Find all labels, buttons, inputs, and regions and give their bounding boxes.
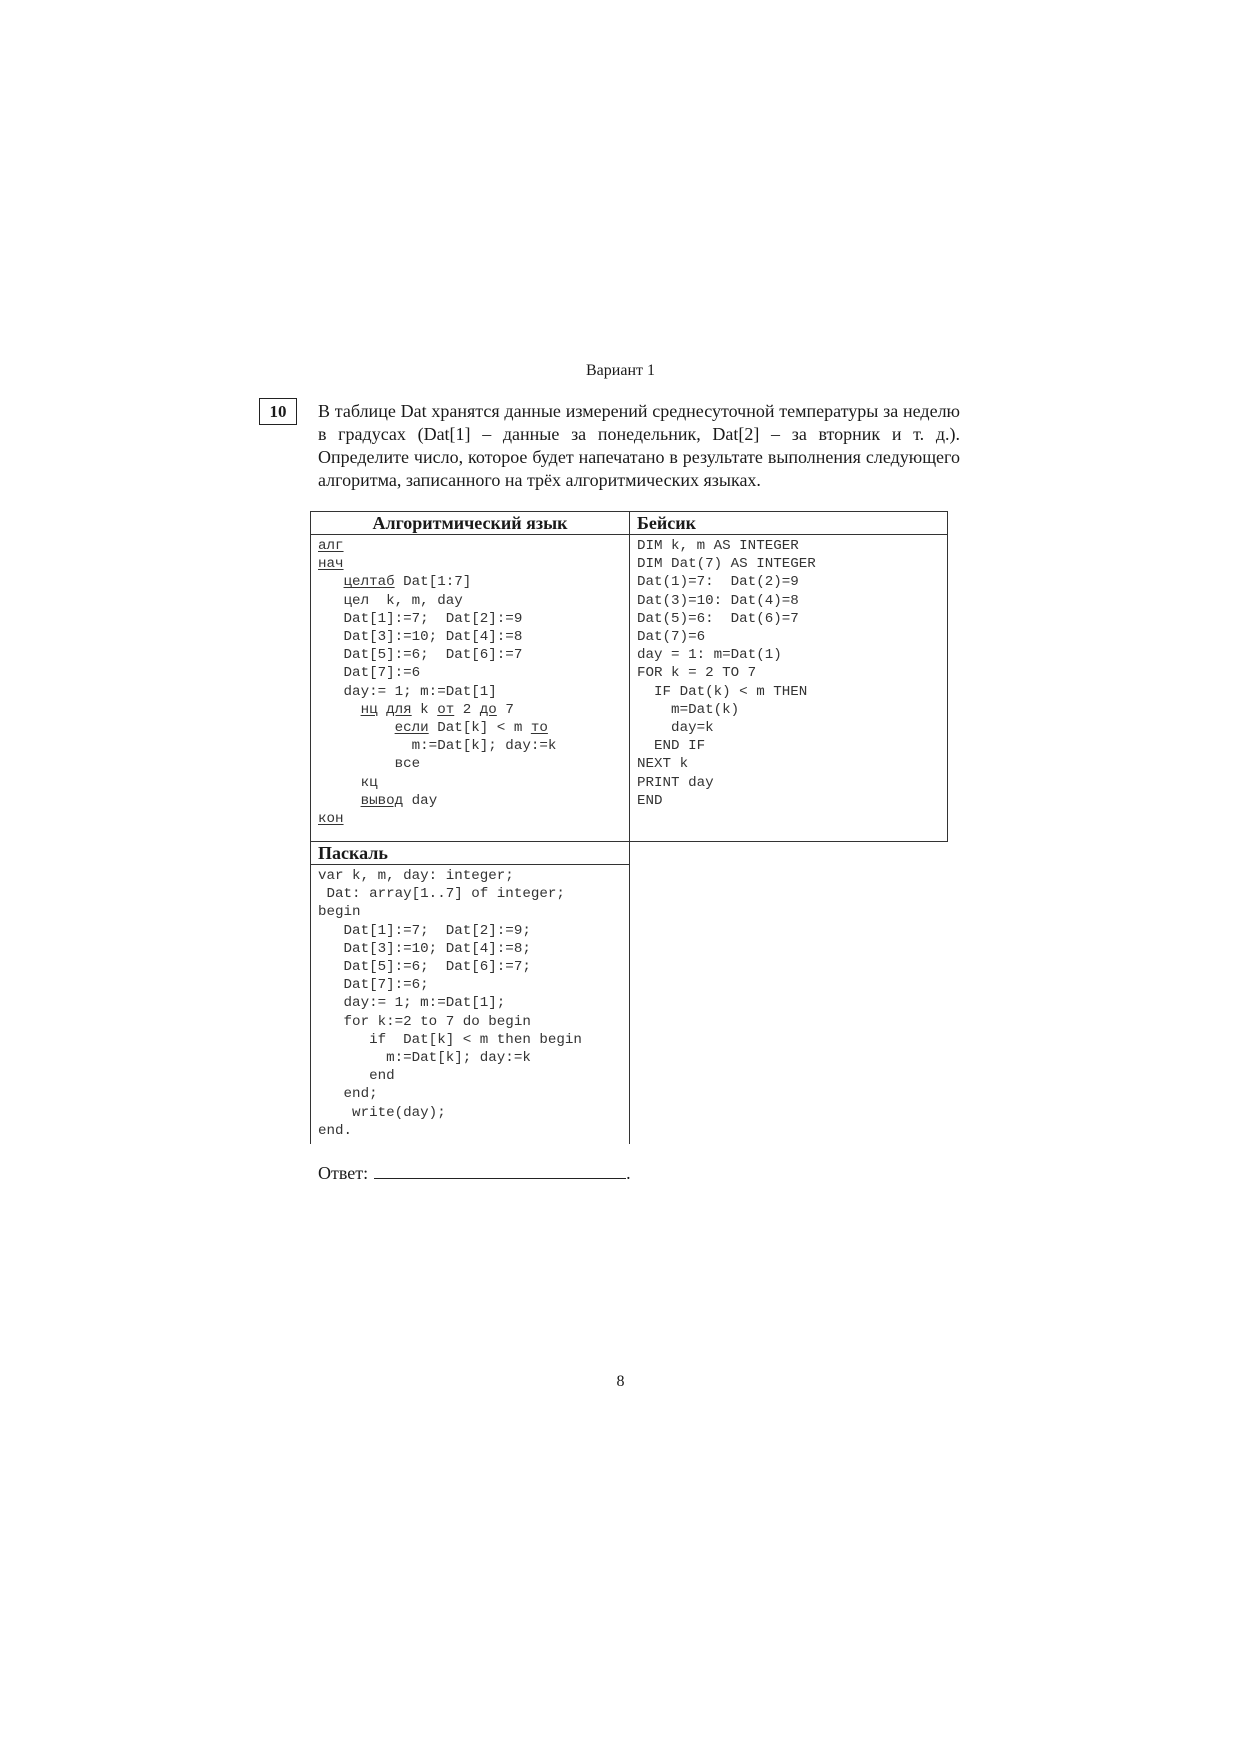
algo-text xyxy=(318,574,344,590)
algo-code-line xyxy=(318,538,344,554)
empty-cell xyxy=(630,865,948,1145)
algo-code-line xyxy=(318,793,437,809)
algo-text xyxy=(318,702,361,718)
algo-keyword: до xyxy=(479,701,497,718)
algo-text xyxy=(378,702,387,718)
algo-keyword: нач xyxy=(318,556,344,573)
pascal-header: Паскаль xyxy=(311,842,630,865)
algo-code-line xyxy=(318,684,497,700)
algo-text: Dat[1:7] xyxy=(394,574,472,591)
algo-keyword: для xyxy=(386,701,412,718)
algo-keyword: вывод xyxy=(360,792,404,809)
algo-text: кц xyxy=(318,774,378,791)
algo-text: Dat[k] < m xyxy=(428,720,531,737)
algo-text: цел k, m, day xyxy=(318,592,463,609)
page-number: 8 xyxy=(616,1373,625,1390)
pascal-cell xyxy=(311,865,630,1145)
code-table xyxy=(310,511,948,1144)
algo-text: k xyxy=(411,701,438,718)
empty-cell xyxy=(630,842,948,865)
algo-code-line xyxy=(318,629,522,645)
algo-keyword: от xyxy=(437,701,455,718)
algo-text: day:= 1; m:=Dat[1] xyxy=(318,683,497,700)
basic-cell xyxy=(630,535,948,842)
algo-text: 7 xyxy=(496,701,514,718)
algo-code-line xyxy=(318,720,548,736)
algo-code-line xyxy=(318,738,556,754)
algo-text xyxy=(318,720,395,736)
pascal-code: var k, m, day: integer; Dat: array[1..7] of integer; begin Dat[1]:=7; Dat[2]:=9; Dat[3]:=10; Dat[4]:=8; Dat[5]:=6; Dat[6]:=7; Dat[7]:=6; day:= 1; m:=Dat[1]; for k:=2 to 7 do begin if Dat[k] < m then begin m:=Dat[k]; day:=k end end; write(day); end. xyxy=(318,868,582,1139)
algo-keyword: кон xyxy=(318,811,344,828)
algo-code-line xyxy=(318,702,514,718)
algo-keyword: целтаб xyxy=(343,574,395,591)
algo-keyword: нц xyxy=(360,701,378,718)
algo-header: Алгоритмический язык xyxy=(311,512,630,535)
basic-code: DIM k, m AS INTEGER DIM Dat(7) AS INTEGER Dat(1)=7: Dat(2)=9 Dat(3)=10: Dat(4)=8 Dat(5)=6: Dat(6)=7 Dat(7)=6 day = 1: m=Dat(1) FOR k = 2 TO 7 IF Dat(k) < m THEN m=Dat(k) day=k END IF NEXT k PRINT day END xyxy=(637,538,816,809)
algo-keyword: если xyxy=(394,720,429,737)
algo-code-line xyxy=(318,611,522,627)
algo-text: m:=Dat[k]; day:=k xyxy=(318,738,557,755)
algo-code-line xyxy=(318,593,463,609)
algo-text xyxy=(318,793,361,809)
answer-line xyxy=(318,1160,631,1184)
algo-text: Dat[3]:=10; Dat[4]:=8 xyxy=(318,629,523,646)
algo-text: Dat[5]:=6; Dat[6]:=7 xyxy=(318,647,523,664)
variant-header: Вариант 1 xyxy=(586,362,655,379)
algo-code-line xyxy=(318,665,420,681)
algo-text: day xyxy=(403,792,438,809)
algo-keyword: то xyxy=(530,720,548,737)
algo-text: все xyxy=(318,756,421,773)
algo-code-line xyxy=(318,775,378,791)
algo-code-line xyxy=(318,647,522,663)
task-text: В таблице Dat хранятся данные измерений среднесуточной температуры за неделю в градусах (Dat[1] – данные за понедельник, Dat[2] – за вторник и т. д.). Определите число, которое будет напечатано в результате выполнения следующего алгоритма, записанного на трёх алгоритмических языках. xyxy=(318,401,960,490)
algo-code-line xyxy=(318,756,420,772)
task-number: 10 xyxy=(259,398,297,425)
algo-code-line xyxy=(318,556,344,572)
algo-keyword: алг xyxy=(318,538,344,554)
algo-code-line xyxy=(318,811,344,827)
algo-text: Dat[7]:=6 xyxy=(318,665,421,682)
algo-text: Dat[1]:=7; Dat[2]:=9 xyxy=(318,610,523,627)
algo-code xyxy=(311,535,629,832)
algo-cell xyxy=(311,535,630,842)
answer-label: Ответ: xyxy=(318,1163,369,1183)
algo-text: 2 xyxy=(454,701,480,718)
answer-field[interactable] xyxy=(374,1160,626,1179)
answer-end: . xyxy=(626,1163,631,1183)
basic-header: Бейсик xyxy=(630,512,948,535)
algo-code-line xyxy=(318,574,471,590)
